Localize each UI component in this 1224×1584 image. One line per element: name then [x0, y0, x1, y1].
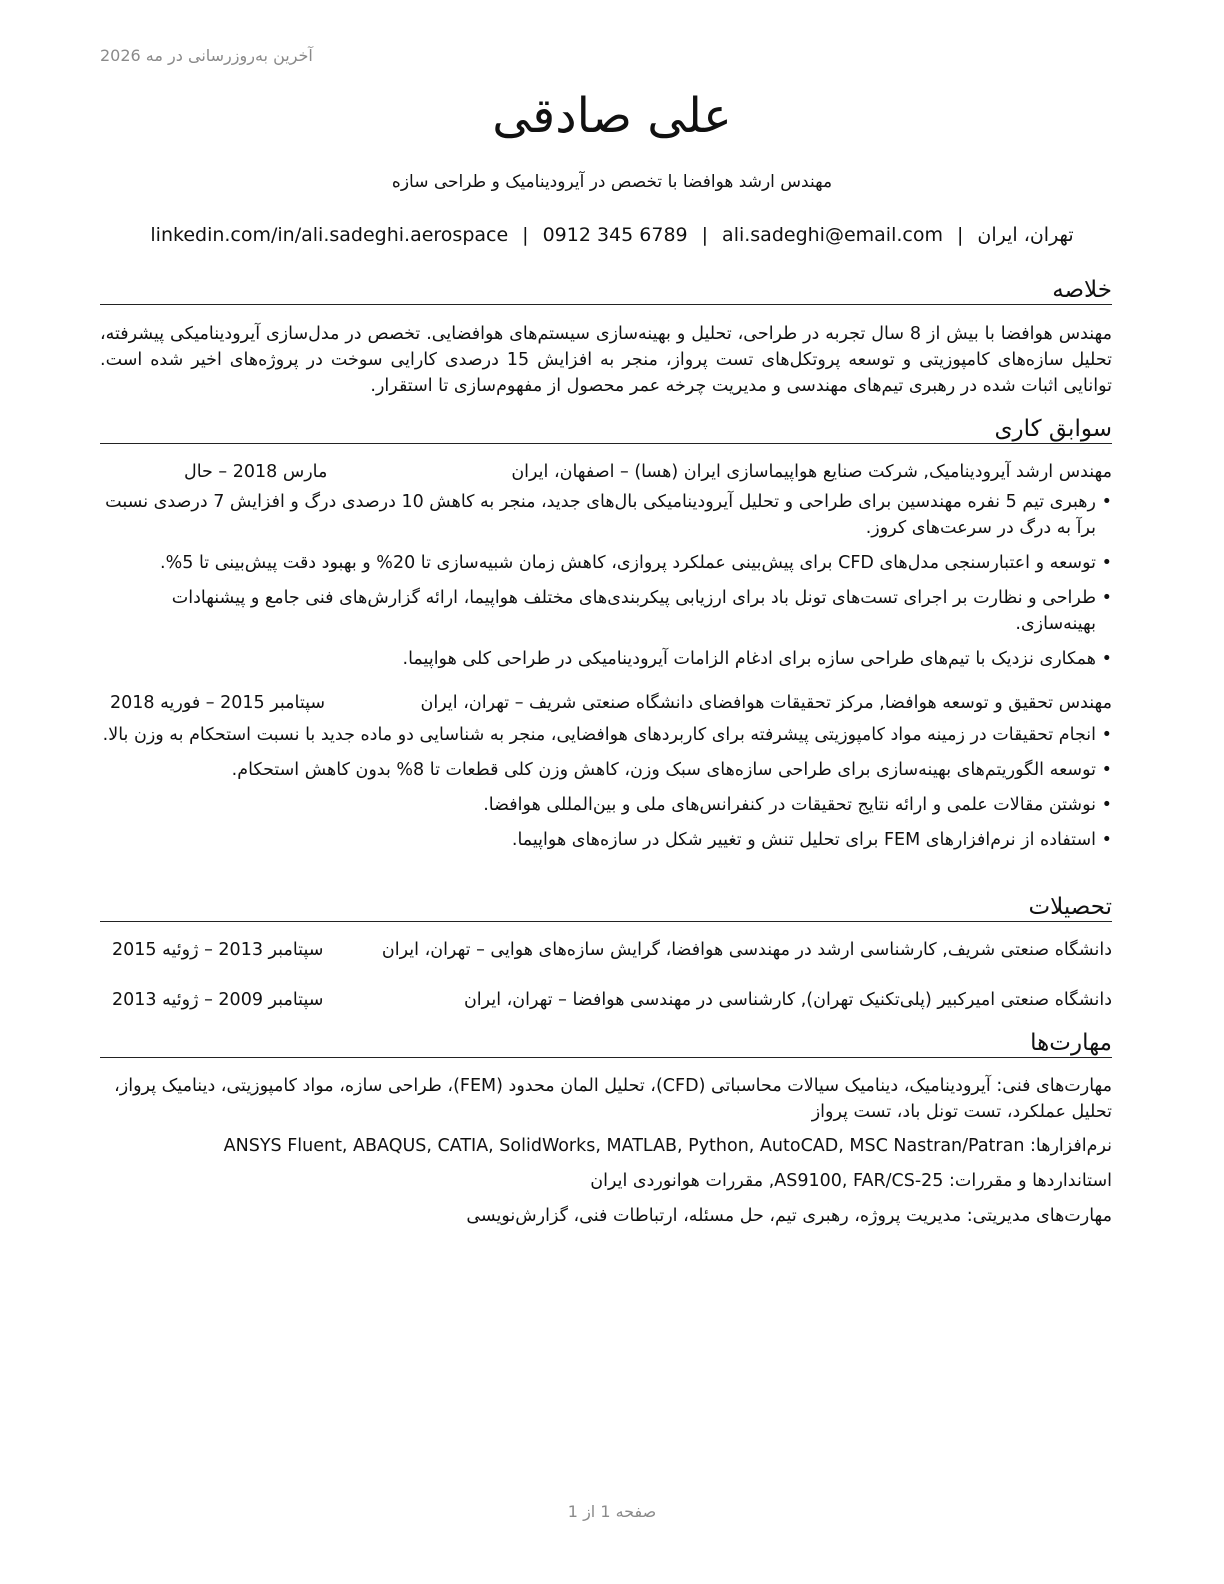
section-heading-education: تحصیلات	[100, 893, 1112, 922]
job-header	[100, 459, 1112, 485]
contact-phone: 0912 345 6789	[542, 224, 688, 246]
contact-line	[0, 224, 1224, 246]
job-dates: سپتامبر 2015 – فوریه 2018	[110, 693, 326, 713]
job-header	[100, 690, 1112, 716]
job-bullet: • انجام تحقیقات در زمینه مواد کامپوزیتی پیشرفته برای کاربردهای هوافضایی، منجر به شناسایی دو ماده جدید با نسبت استحکام به وزن بالا.	[100, 722, 1112, 748]
contact-separator: |	[701, 224, 709, 246]
job-dates: مارس 2018 – حال	[184, 462, 328, 482]
job-bullet: • نوشتن مقالات علمی و ارائه نتایج تحقیقات در کنفرانس‌های ملی و بین‌المللی هوافضا.	[100, 792, 1112, 818]
education-degree: دانشگاه صنعتی شریف, کارشناسی ارشد در مهندسی هوافضا، گرایش سازه‌های هوایی – تهران، ایران	[381, 940, 1112, 960]
job-bullets	[100, 722, 1112, 862]
job-bullet: • توسعه الگوریتم‌های بهینه‌سازی برای طراحی سازه‌های سبک وزن، کاهش وزن کلی قطعات تا 8% بدون کاهش استحکام.	[100, 757, 1112, 783]
skill-line: مهارت‌های فنی: آیرودینامیک، دینامیک سیالات محاسباتی (CFD)، تحلیل المان محدود (FEM)، طراحی سازه، مواد کامپوزیتی، دینامیک پرواز، تحلیل عملکرد، تست تونل باد، تست پرواز	[114, 1076, 1112, 1122]
education-item	[100, 987, 1112, 1013]
contact-location: تهران، ایران	[977, 224, 1074, 246]
last-updated-note: آخرین به‌روزرسانی در مه 2026	[100, 46, 313, 65]
skill-line: استانداردها و مقررات: AS9100, FAR/CS-25, مقررات هوانوردی ایران	[590, 1171, 1112, 1191]
skill-line: مهارت‌های مدیریتی: مدیریت پروژه، رهبری تیم، حل مسئله، ارتباطات فنی، گزارش‌نویسی	[466, 1206, 1112, 1226]
job-bullet: • طراحی و نظارت بر اجرای تست‌های تونل باد برای ارزیابی پیکربندی‌های مختلف هواپیما، ارائه گزارش‌های فنی جامع و پیشنهادات بهینه‌سازی.	[100, 585, 1112, 637]
resume-name: علی صادقی	[492, 88, 732, 144]
summary-text: مهندس هوافضا با بیش از 8 سال تجربه در طراحی، تحلیل و بهینه‌سازی سیستم‌های هوافضایی. تخصص در مدل‌سازی آیرودینامیکی پیشرفته، تحلیل سازه‌های کامپوزیتی و توسعه پروتکل‌های تست پرواز، منجر به افزایش 15 درصدی کارایی سوخت در پروژه‌های اخیر شده است. توانایی اثبات شده در رهبری تیم‌های مهندسی و مدیریت چرخه عمر محصول از مفهوم‌سازی تا استقرار.	[100, 324, 1112, 396]
section-heading-experience: سوابق کاری	[100, 415, 1112, 444]
job-title-org: مهندس ارشد آیرودینامیک, شرکت صنایع هواپیماسازی ایران (هسا) – اصفهان، ایران	[511, 462, 1112, 482]
page-number: صفحه 1 از 1	[567, 1502, 657, 1521]
contact-separator: |	[522, 224, 529, 246]
job-bullet: • رهبری تیم 5 نفره مهندسین برای طراحی و تحلیل آیرودینامیکی بال‌های جدید، منجر به کاهش 10 درصدی درگ و افزایش 7 درصدی نسبت برآ به درگ در سرعت‌های کروز.	[100, 489, 1112, 541]
section-heading-summary: خلاصه	[100, 276, 1112, 305]
job-title-org: مهندس تحقیق و توسعه هوافضا, مرکز تحقیقات هوافضای دانشگاه صنعتی شریف – تهران، ایران	[420, 693, 1112, 713]
professional-title: مهندس ارشد هوافضا با تخصص در آیرودینامیک و طراحی سازه	[391, 172, 833, 192]
job-bullet: • توسعه و اعتبارسنجی مدل‌های CFD برای پیش‌بینی عملکرد پروازی، کاهش زمان شبیه‌سازی تا 20% و بهبود دقت پیش‌بینی تا 5%.	[100, 550, 1112, 576]
section-heading-skills: مهارت‌ها	[100, 1029, 1112, 1058]
education-dates: سپتامبر 2009 – ژوئیه 2013	[112, 990, 324, 1010]
contact-linkedin[interactable]: linkedin.com/in/ali.sadeghi.aerospace	[150, 224, 509, 246]
job-bullet: • همکاری نزدیک با تیم‌های طراحی سازه برای ادغام الزامات آیرودینامیکی در طراحی کلی هواپیما.	[100, 646, 1112, 672]
education-dates: سپتامبر 2013 – ژوئیه 2015	[112, 940, 324, 960]
skill-line: نرم‌افزارها: ANSYS Fluent, ABAQUS, CATIA, SolidWorks, MATLAB, Python, AutoCAD, MSC Nastran/Patran	[223, 1136, 1112, 1156]
job-bullet: • استفاده از نرم‌افزارهای FEM برای تحلیل تنش و تغییر شکل در سازه‌های هواپیما.	[100, 827, 1112, 853]
contact-email[interactable]: ali.sadeghi@email.com	[722, 224, 943, 246]
education-degree: دانشگاه صنعتی امیرکبیر (پلی‌تکنیک تهران), کارشناسی در مهندسی هوافضا – تهران، ایران	[463, 990, 1112, 1010]
job-bullets	[100, 489, 1112, 681]
contact-separator: |	[956, 224, 964, 246]
education-item	[100, 937, 1112, 963]
